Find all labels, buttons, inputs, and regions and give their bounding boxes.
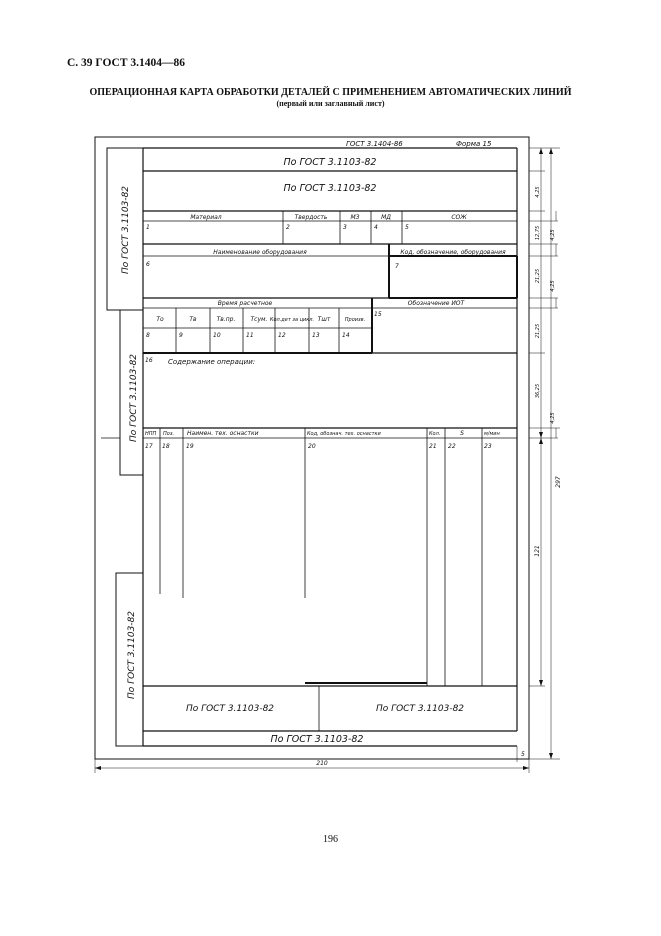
cell-num: 2: [286, 224, 290, 231]
form-number: Форма 15: [456, 140, 492, 148]
md-header: МД: [381, 214, 391, 221]
ref-text-footer: По ГОСТ 3.1103-82: [270, 734, 364, 745]
cell-num: 1: [146, 224, 150, 231]
cell-num: 4: [374, 224, 378, 231]
tool-header: S: [460, 430, 464, 437]
cell-num: 20: [308, 443, 316, 450]
time-col-header: Произв.: [344, 317, 366, 323]
time-col-header: Тшт: [317, 316, 331, 323]
tool-header: Код, обознач. тех. оснастки: [307, 431, 381, 437]
time-col-header: Тв.пр.: [216, 316, 236, 323]
mz-header: МЗ: [350, 214, 360, 221]
doc-title: ОПЕРАЦИОННАЯ КАРТА ОБРАБОТКИ ДЕТАЛЕЙ С ПРИМЕНЕНИЕМ АВТОМАТИЧЕСКИХ ЛИНИЙ: [89, 87, 572, 98]
cell-num: 22: [448, 443, 456, 450]
dimension-label: 12,75: [535, 225, 541, 241]
coolant-header: СОЖ: [451, 214, 467, 221]
cell-num: 12: [278, 332, 286, 339]
ref-text-left-top: По ГОСТ 3.1103-82: [121, 185, 131, 275]
cell-num: 17: [145, 443, 153, 450]
dimension-label: 4,25: [550, 229, 556, 241]
dimension-label: 4,25: [550, 412, 556, 424]
time-col-header: Кол.дет за цикл.: [269, 317, 315, 323]
cell-num: 13: [312, 332, 320, 339]
dimension-label: 21,25: [535, 323, 541, 339]
time-header: Время расчетное: [217, 300, 273, 307]
hardness-header: Твердость: [294, 214, 328, 221]
cell-num: 23: [484, 443, 492, 450]
dimension-label: 21,25: [535, 268, 541, 284]
tool-header: Кол.: [429, 431, 441, 437]
page-header: С. 39 ГОСТ 3.1404—86: [67, 57, 186, 69]
time-col-header: То: [156, 316, 164, 323]
equipment-name-header: Наименование оборудования: [213, 249, 307, 256]
cell-num: 14: [342, 332, 350, 339]
cell-num: 19: [186, 443, 194, 450]
dimension-label: 297: [555, 476, 562, 488]
cell-num: 21: [429, 443, 437, 450]
tool-header: Поз.: [163, 431, 175, 437]
gost-code: ГОСТ 3.1404-86: [346, 140, 403, 148]
ref-text-bottom-right: По ГОСТ 3.1103-82: [375, 704, 465, 714]
equipment-code-header: Код, обозначение, оборудования: [400, 249, 506, 256]
cell-num: 11: [246, 332, 254, 339]
dimension-label: 4,25: [535, 186, 541, 198]
cell-num: 8: [146, 332, 150, 339]
ref-text-left-bottom: По ГОСТ 3.1103-82: [127, 610, 137, 700]
time-col-header: Тсум.: [250, 316, 268, 323]
tool-header: НПП: [145, 431, 157, 437]
cell-num: 15: [374, 311, 382, 318]
tool-header: Наимен. тех. оснастки: [187, 430, 259, 437]
iot-header: Обозначение ИОТ: [407, 300, 465, 307]
dimension-label: 210: [316, 760, 328, 767]
ref-text-top: По ГОСТ 3.1103-82: [283, 157, 377, 168]
dimension-label: 121: [534, 545, 541, 557]
cell-num: 3: [343, 224, 347, 231]
cell-num: 9: [179, 332, 183, 339]
dimension-label: 5: [521, 751, 525, 758]
cell-num: 16: [145, 357, 153, 364]
time-col-header: Тв: [189, 316, 197, 323]
cell-num: 5: [405, 224, 409, 231]
cell-num: 18: [162, 443, 170, 450]
dimension-label: 4,25: [550, 280, 556, 292]
operation-label: Содержание операции:: [168, 358, 256, 366]
cell-num: 10: [213, 332, 221, 339]
page-number: 196: [323, 834, 338, 845]
material-header: Материал: [190, 214, 222, 221]
doc-subtitle: (первый или заглавный лист): [276, 99, 385, 108]
ref-text-bottom-left: По ГОСТ 3.1103-82: [185, 704, 275, 714]
ref-text-second: По ГОСТ 3.1103-82: [283, 183, 377, 194]
ref-text-left-middle: По ГОСТ 3.1103-82: [129, 353, 139, 443]
cell-num: 7: [395, 263, 399, 270]
dimension-label: 36,25: [535, 383, 541, 399]
tool-header: м/мин: [484, 431, 500, 437]
cell-num: 6: [146, 261, 150, 268]
